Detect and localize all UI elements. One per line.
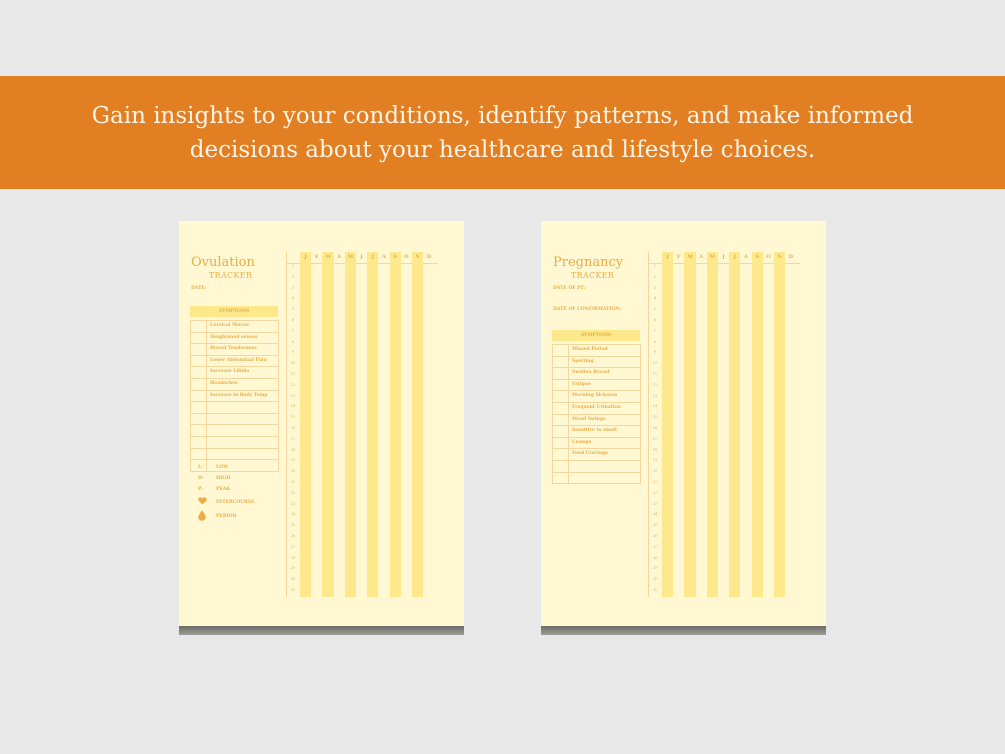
symptom-checkbox[interactable] xyxy=(553,380,569,391)
symptom-label: Mood Swings xyxy=(572,416,606,422)
symptom-row xyxy=(191,321,278,333)
pregnancy-symptoms-table xyxy=(552,344,641,484)
day-number: 19 xyxy=(652,458,658,463)
symptom-label xyxy=(207,437,210,448)
symptom-row xyxy=(191,333,278,345)
month-label: J xyxy=(360,254,363,260)
symptom-row xyxy=(553,461,640,473)
day-number: 23 xyxy=(652,501,658,506)
symptom-row xyxy=(553,345,640,357)
month-label: F xyxy=(677,254,681,260)
symptom-row xyxy=(191,356,278,368)
legend-item xyxy=(198,497,255,507)
month-label: A xyxy=(337,254,342,260)
day-number: 23 xyxy=(290,501,296,506)
headline-line-1: Gain insights to your conditions, identify patterns, and make informed xyxy=(91,102,914,129)
day-number: 4 xyxy=(653,296,657,301)
symptom-label: Cramps xyxy=(572,439,592,445)
symptom-label: Increase Libido xyxy=(210,369,250,375)
pregnancy-subtitle: TRACKER xyxy=(571,271,615,280)
ovulation-title: Ovulation xyxy=(191,255,255,270)
symptom-label: Frequent Urination xyxy=(572,404,621,410)
day-number: 17 xyxy=(290,436,296,441)
day-number: 31 xyxy=(290,588,296,592)
symptom-checkbox[interactable] xyxy=(191,437,207,448)
symptom-checkbox[interactable] xyxy=(553,368,569,379)
legend-key xyxy=(198,497,216,507)
day-number: 22 xyxy=(290,490,296,495)
legend-key: H- xyxy=(198,476,205,481)
month-label: F xyxy=(315,254,319,260)
legend-item xyxy=(198,487,230,492)
day-number: 8 xyxy=(653,339,657,344)
symptom-label: Headaches xyxy=(210,380,238,386)
pregnancy-date-confirmation-label: DATE OF CONFIRMATION: xyxy=(553,307,622,312)
symptom-checkbox[interactable] xyxy=(191,344,207,355)
symptom-label: Cervical Mucus xyxy=(210,323,249,328)
symptom-checkbox[interactable] xyxy=(553,357,569,368)
day-number: 21 xyxy=(652,480,658,484)
symptom-checkbox[interactable] xyxy=(191,425,207,436)
month-label: M xyxy=(687,254,693,260)
legend-label: INTERCOURSE xyxy=(216,499,255,505)
month-label: S xyxy=(755,254,759,260)
day-number: 11 xyxy=(652,372,658,376)
month-label: N xyxy=(777,254,782,260)
month-label: A xyxy=(699,254,704,260)
symptom-checkbox[interactable] xyxy=(191,391,207,402)
symptom-row xyxy=(191,425,278,437)
pregnancy-tracker-page xyxy=(541,221,826,626)
symptom-label: Morning Sickness xyxy=(572,393,618,399)
month-label: D xyxy=(426,254,431,260)
day-number: 13 xyxy=(652,393,658,398)
symptom-row xyxy=(553,426,640,438)
symptom-checkbox[interactable] xyxy=(553,415,569,426)
symptom-row xyxy=(191,379,278,391)
legend-key: L- xyxy=(198,465,204,470)
pregnancy-title: Pregnancy xyxy=(553,255,624,270)
month-label: J xyxy=(733,254,736,260)
day-number: 6 xyxy=(291,318,295,322)
month-label: N xyxy=(415,254,420,260)
symptom-row xyxy=(191,391,278,403)
symptom-row xyxy=(191,449,278,461)
day-number: 17 xyxy=(652,436,658,441)
symptom-label: Increase in Body Temp xyxy=(210,392,268,398)
day-number: 21 xyxy=(290,480,296,484)
symptom-checkbox[interactable] xyxy=(553,473,569,484)
day-number: 28 xyxy=(652,555,658,560)
day-number: 10 xyxy=(290,361,296,366)
symptom-label xyxy=(569,473,572,484)
day-number: 18 xyxy=(290,447,296,452)
grid-left-line xyxy=(648,252,649,597)
ovulation-symptoms-header: SYMPTOMS xyxy=(190,306,278,317)
month-label: M xyxy=(325,254,331,260)
month-label: J xyxy=(371,254,374,260)
symptom-label: Sensitive to smell xyxy=(572,428,617,434)
ovulation-symptoms-table xyxy=(190,320,279,472)
symptom-checkbox[interactable] xyxy=(191,414,207,425)
day-number: 6 xyxy=(653,318,657,322)
month-label: A xyxy=(744,254,748,260)
month-column-shade xyxy=(662,252,673,597)
symptom-label: Breast Tenderness xyxy=(210,346,257,352)
symptom-row xyxy=(553,403,640,415)
legend-label: LOW xyxy=(216,465,229,470)
day-number: 24 xyxy=(652,512,658,517)
symptom-label xyxy=(569,461,572,472)
month-label: O xyxy=(766,254,771,260)
symptom-row xyxy=(191,344,278,356)
legend-item xyxy=(198,465,228,470)
day-number: 1 xyxy=(653,264,657,268)
day-number: 1 xyxy=(291,264,295,268)
day-number: 10 xyxy=(652,361,658,366)
symptom-checkbox[interactable] xyxy=(553,461,569,472)
month-column-shade xyxy=(390,252,401,597)
legend-label: PEAK xyxy=(216,487,231,492)
day-number: 13 xyxy=(290,393,296,398)
legend-label: HIGH xyxy=(216,476,231,481)
symptom-row xyxy=(191,402,278,414)
month-column-shade xyxy=(684,252,695,597)
day-number: 15 xyxy=(652,415,658,420)
heart-icon xyxy=(198,497,207,505)
day-number: 28 xyxy=(290,555,296,560)
ovulation-page-shadow xyxy=(179,626,464,635)
symptom-label: Heightened senses xyxy=(210,334,258,340)
pregnancy-symptoms-header: SYMPTOMS xyxy=(552,330,640,341)
month-label: J xyxy=(722,254,725,260)
day-number: 22 xyxy=(652,490,658,495)
month-column-shade xyxy=(322,252,333,597)
day-number: 30 xyxy=(652,577,658,582)
day-number: 12 xyxy=(290,382,296,387)
month-label: J xyxy=(304,254,307,260)
headline-banner xyxy=(0,76,1005,189)
symptom-label: Lower Abdominal Pain xyxy=(210,357,267,363)
symptom-row xyxy=(553,449,640,461)
symptom-checkbox[interactable] xyxy=(553,438,569,449)
day-number: 8 xyxy=(291,339,295,344)
pregnancy-date-pt-label: DATE OF PT: xyxy=(553,286,586,291)
symptom-label xyxy=(207,449,210,460)
symptom-label: Missed Period xyxy=(572,347,608,352)
symptom-label xyxy=(207,414,210,425)
day-number: 2 xyxy=(291,274,295,279)
symptom-row xyxy=(553,415,640,427)
symptom-label: Spotting xyxy=(572,358,594,364)
month-column-shade xyxy=(345,252,356,597)
ovulation-subtitle: TRACKER xyxy=(209,271,253,280)
legend-key: P- xyxy=(198,487,204,492)
symptom-checkbox[interactable] xyxy=(191,321,207,332)
symptom-row xyxy=(191,414,278,426)
month-label: S xyxy=(393,254,397,260)
day-number: 25 xyxy=(290,523,296,528)
grid-left-line xyxy=(286,252,287,597)
month-column-shade xyxy=(367,252,378,597)
month-label: M xyxy=(347,254,354,260)
day-number: 20 xyxy=(290,469,296,474)
ovulation-tracker-page xyxy=(179,221,464,626)
day-number: 26 xyxy=(290,534,296,538)
symptom-checkbox[interactable] xyxy=(191,402,207,413)
day-number: 4 xyxy=(291,296,295,301)
month-label: O xyxy=(404,254,409,260)
day-number: 9 xyxy=(653,350,657,355)
day-number: 5 xyxy=(291,307,295,312)
day-number: 9 xyxy=(291,350,295,355)
symptom-row xyxy=(191,367,278,379)
symptom-row xyxy=(191,437,278,449)
month-column-shade xyxy=(707,252,718,597)
symptom-checkbox[interactable] xyxy=(191,356,207,367)
legend-label: PERIOD xyxy=(216,514,237,519)
day-number: 20 xyxy=(652,469,658,474)
symptom-checkbox[interactable] xyxy=(553,391,569,402)
day-number: 5 xyxy=(653,307,657,312)
month-column-shade xyxy=(752,252,763,597)
symptom-checkbox[interactable] xyxy=(191,449,207,460)
symptom-label: Swollen Breast xyxy=(572,370,610,376)
symptom-row xyxy=(553,391,640,403)
symptom-checkbox[interactable] xyxy=(553,449,569,460)
month-column-shade xyxy=(300,252,311,597)
day-number: 18 xyxy=(652,447,658,452)
symptom-checkbox[interactable] xyxy=(191,367,207,378)
day-number: 31 xyxy=(652,588,658,592)
legend-item xyxy=(198,476,230,481)
month-label: M xyxy=(709,254,716,260)
symptom-label: Fatigue xyxy=(572,381,591,387)
symptom-row xyxy=(553,380,640,392)
symptom-row xyxy=(553,357,640,369)
day-number: 16 xyxy=(290,426,296,430)
day-number: 3 xyxy=(291,285,295,290)
day-number: 7 xyxy=(291,328,295,333)
symptom-checkbox[interactable] xyxy=(191,379,207,390)
headline-line-2: decisions about your healthcare and lifestyle choices. xyxy=(189,136,816,163)
month-label: D xyxy=(788,254,793,260)
day-number: 29 xyxy=(290,566,296,571)
symptom-checkbox[interactable] xyxy=(553,403,569,414)
day-number: 25 xyxy=(652,523,658,528)
day-number: 15 xyxy=(290,415,296,420)
symptom-checkbox[interactable] xyxy=(191,333,207,344)
day-number: 14 xyxy=(652,404,658,409)
day-number: 3 xyxy=(653,285,657,290)
symptom-label xyxy=(207,402,210,413)
day-number: 12 xyxy=(652,382,658,387)
symptom-checkbox[interactable] xyxy=(553,345,569,356)
pregnancy-page-shadow xyxy=(541,626,826,635)
month-label: A xyxy=(382,254,386,260)
symptom-checkbox[interactable] xyxy=(553,426,569,437)
day-number: 14 xyxy=(290,404,296,409)
day-number: 27 xyxy=(652,544,658,549)
legend-item xyxy=(198,510,236,523)
day-number: 30 xyxy=(290,577,296,582)
day-number: 24 xyxy=(290,512,296,517)
day-number: 26 xyxy=(652,534,658,538)
legend-key xyxy=(198,510,216,523)
symptom-label xyxy=(207,425,210,436)
month-column-shade xyxy=(729,252,740,597)
day-number: 19 xyxy=(290,458,296,463)
day-number: 16 xyxy=(652,426,658,430)
ovulation-date-label: DATE: xyxy=(191,286,207,291)
month-column-shade xyxy=(774,252,785,597)
day-number: 2 xyxy=(653,274,657,279)
month-label: J xyxy=(666,254,669,260)
symptom-row xyxy=(553,473,640,485)
symptom-row xyxy=(553,438,640,450)
day-number: 11 xyxy=(290,372,296,376)
drop-icon xyxy=(198,510,206,521)
day-number: 7 xyxy=(653,328,657,333)
day-number: 29 xyxy=(652,566,658,571)
symptom-row xyxy=(553,368,640,380)
symptom-label: Food Cravings xyxy=(572,451,608,457)
day-number: 27 xyxy=(290,544,296,549)
month-column-shade xyxy=(412,252,423,597)
